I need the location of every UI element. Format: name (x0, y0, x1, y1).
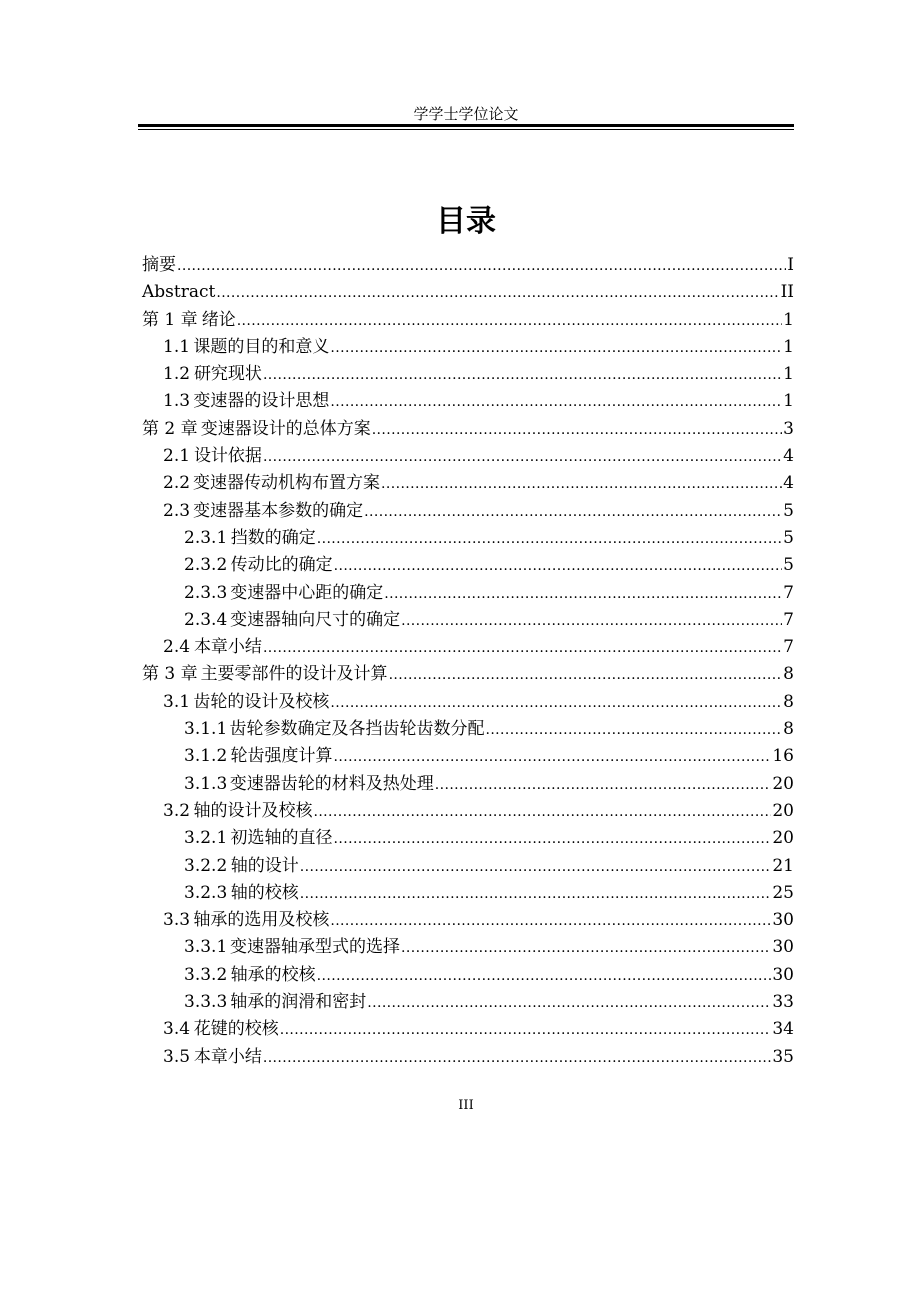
toc-entry-page: 20 (772, 800, 794, 821)
toc-entry[interactable] (142, 470, 794, 497)
toc-entry-number: 3.3 (163, 910, 191, 931)
table-of-contents (142, 252, 794, 1071)
toc-dot-leader (263, 444, 782, 471)
toc-entry[interactable] (142, 307, 794, 334)
toc-entry-title: 轴承的校核 (230, 964, 316, 985)
toc-dot-leader (317, 526, 782, 553)
toc-entry-number: 第 2 章 (142, 418, 198, 439)
toc-dot-leader (384, 581, 782, 608)
toc-dot-leader (435, 772, 772, 799)
toc-entry-title: 轴承的选用及校核 (193, 910, 330, 931)
toc-entry-page: 16 (772, 746, 794, 767)
toc-entry-number: 3.3.3 (184, 992, 228, 1013)
toc-entry-number: 1.2 (163, 364, 191, 385)
toc-dot-leader (334, 826, 772, 853)
toc-entry-page: 20 (772, 828, 794, 849)
toc-entry-title: 变速器基本参数的确定 (193, 500, 364, 521)
toc-entry-page: I (787, 255, 794, 275)
toc-dot-leader (263, 635, 782, 662)
toc-dot-leader (216, 280, 779, 307)
toc-dot-leader (372, 417, 782, 444)
toc-entry[interactable] (142, 853, 794, 880)
toc-entry-title: 轴的校核 (230, 882, 299, 903)
toc-entry-number: 第 1 章 (142, 309, 198, 330)
toc-entry-title: Abstract (142, 282, 216, 303)
toc-entry-title: 变速器中心距的确定 (230, 582, 384, 603)
toc-dot-leader (280, 1017, 772, 1044)
toc-entry-number: 3.2.3 (184, 882, 228, 903)
toc-entry-number: 2.3.1 (184, 527, 228, 548)
toc-entry-title: 轴承的润滑和密封 (230, 992, 367, 1013)
toc-entry-title: 变速器齿轮的材料及热处理 (229, 773, 434, 794)
toc-entry-title: 轴的设计 (230, 855, 299, 876)
toc-dot-leader (263, 362, 782, 389)
toc-dot-leader (334, 744, 772, 771)
toc-entry[interactable] (142, 661, 794, 688)
toc-entry-page: 1 (783, 336, 794, 357)
toc-dot-leader (485, 717, 782, 744)
toc-entry-number: 3.1 (163, 691, 191, 712)
toc-entry-title: 本章小结 (193, 637, 262, 658)
toc-entry-number: 2.1 (163, 446, 191, 467)
page-number: III (458, 1098, 474, 1113)
toc-dot-leader (401, 608, 782, 635)
toc-entry[interactable] (142, 1016, 794, 1043)
toc-entry-title: 摘要 (142, 255, 176, 275)
toc-entry-title: 挡数的确定 (230, 527, 316, 548)
toc-entry[interactable] (142, 498, 794, 525)
toc-entry-page: 1 (783, 364, 794, 385)
toc-entry-page: 8 (783, 691, 794, 712)
toc-entry[interactable] (142, 252, 794, 279)
toc-entry[interactable] (142, 743, 794, 770)
toc-dot-leader (300, 881, 772, 908)
toc-entry[interactable] (142, 798, 794, 825)
toc-entry-page: 33 (772, 992, 794, 1013)
toc-entry-title: 轮齿强度计算 (230, 746, 333, 767)
toc-entry-number: 2.3 (163, 500, 191, 521)
toc-entry-page: 30 (772, 964, 794, 985)
toc-entry-page: 8 (783, 719, 794, 740)
toc-entry-number: 第 3 章 (142, 664, 198, 685)
toc-entry-number: 3.1.1 (184, 719, 228, 740)
toc-dot-leader (330, 690, 782, 717)
toc-entry-page: 5 (783, 555, 794, 576)
toc-entry[interactable] (142, 825, 794, 852)
toc-entry-number: 3.5 (163, 1046, 191, 1067)
toc-entry-number: 3.3.2 (184, 964, 228, 985)
toc-entry-number: 2.2 (163, 473, 191, 494)
toc-entry-title: 绪论 (201, 309, 236, 330)
toc-dot-leader (237, 308, 782, 335)
toc-entry-title: 变速器设计的总体方案 (200, 418, 371, 439)
toc-dot-leader (401, 935, 771, 962)
toc-entry-title: 变速器轴向尺寸的确定 (230, 609, 401, 630)
toc-dot-leader (330, 908, 771, 935)
toc-entry-title: 设计依据 (193, 446, 262, 467)
toc-entry[interactable] (142, 580, 794, 607)
toc-entry[interactable] (142, 334, 794, 361)
header-rule-thick (138, 124, 794, 127)
toc-entry[interactable] (142, 880, 794, 907)
toc-entry-number: 3.1.2 (184, 746, 228, 767)
toc-entry[interactable] (142, 443, 794, 470)
toc-dot-leader (313, 799, 771, 826)
toc-entry-title: 变速器传动机构布置方案 (193, 473, 381, 494)
running-header: 学学士学位论文 (413, 105, 519, 123)
toc-entry-number: 3.4 (163, 1019, 191, 1040)
toc-entry-number: 1.3 (163, 391, 191, 412)
toc-entry[interactable] (142, 962, 794, 989)
toc-dot-leader (367, 990, 771, 1017)
toc-entry[interactable] (142, 388, 794, 415)
toc-entry-number: 2.4 (163, 637, 191, 658)
toc-entry-title: 变速器的设计思想 (193, 391, 330, 412)
toc-dot-leader (263, 1045, 772, 1072)
toc-entry-page: 3 (783, 418, 794, 439)
toc-entry-number: 3.3.1 (184, 937, 228, 958)
toc-entry-page: II (780, 282, 794, 303)
toc-entry-page: 30 (772, 937, 794, 958)
toc-entry-number: 3.1.3 (184, 773, 228, 794)
toc-title: 目录 (436, 204, 496, 239)
toc-dot-leader (364, 499, 782, 526)
toc-entry-page: 1 (783, 391, 794, 412)
toc-entry-page: 20 (772, 773, 794, 794)
toc-dot-leader (330, 335, 782, 362)
toc-entry-page: 7 (783, 637, 794, 658)
header-rule-thin (138, 129, 794, 130)
toc-entry-title: 初选轴的直径 (230, 828, 333, 849)
toc-dot-leader (300, 854, 772, 881)
toc-dot-leader (381, 471, 782, 498)
toc-entry[interactable] (142, 525, 794, 552)
toc-entry[interactable] (142, 1044, 794, 1071)
toc-entry-title: 主要零部件的设计及计算 (200, 664, 388, 685)
toc-entry[interactable] (142, 934, 794, 961)
toc-entry-number: 3.2.1 (184, 828, 228, 849)
toc-entry[interactable] (142, 634, 794, 661)
toc-entry-title: 本章小结 (193, 1046, 262, 1067)
toc-dot-leader (389, 662, 783, 689)
toc-entry-page: 8 (783, 664, 794, 685)
toc-entry-title: 课题的目的和意义 (193, 336, 330, 357)
toc-entry-page: 4 (783, 446, 794, 467)
toc-entry-number: 2.3.3 (184, 582, 228, 603)
toc-entry-page: 35 (772, 1046, 794, 1067)
toc-entry[interactable] (142, 416, 794, 443)
toc-entry-number: 3.2 (163, 800, 191, 821)
toc-entry-title: 齿轮的设计及校核 (193, 691, 330, 712)
toc-dot-leader (334, 553, 783, 580)
toc-entry-title: 研究现状 (193, 364, 262, 385)
toc-entry-number: 3.2.2 (184, 855, 228, 876)
toc-entry-page: 5 (783, 500, 794, 521)
toc-entry-number: 1.1 (163, 336, 191, 357)
toc-entry-title: 轴的设计及校核 (193, 800, 313, 821)
toc-entry-page: 7 (783, 582, 794, 603)
toc-entry-page: 25 (772, 882, 794, 903)
toc-entry-page: 1 (783, 309, 794, 330)
toc-entry[interactable] (142, 552, 794, 579)
toc-entry[interactable] (142, 689, 794, 716)
toc-entry-page: 5 (783, 527, 794, 548)
toc-entry-page: 4 (783, 473, 794, 494)
toc-entry-title: 花键的校核 (193, 1019, 279, 1040)
toc-entry-title: 齿轮参数确定及各挡齿轮齿数分配 (229, 719, 485, 740)
toc-entry-title: 传动比的确定 (230, 555, 333, 576)
toc-entry-number: 2.3.2 (184, 555, 228, 576)
toc-entry[interactable] (142, 361, 794, 388)
toc-entry[interactable] (142, 989, 794, 1016)
toc-entry-page: 30 (772, 910, 794, 931)
toc-entry-page: 34 (772, 1019, 794, 1040)
toc-entry[interactable] (142, 771, 794, 798)
toc-entry[interactable] (142, 607, 794, 634)
toc-entry-page: 21 (772, 855, 794, 876)
toc-entry-number: 2.3.4 (184, 609, 228, 630)
toc-entry-title: 变速器轴承型式的选择 (230, 937, 401, 958)
toc-dot-leader (177, 253, 786, 280)
toc-entry[interactable] (142, 907, 794, 934)
toc-dot-leader (330, 389, 782, 416)
toc-dot-leader (317, 963, 772, 990)
toc-entry[interactable] (142, 279, 794, 306)
toc-entry-page: 7 (783, 609, 794, 630)
toc-entry[interactable] (142, 716, 794, 743)
